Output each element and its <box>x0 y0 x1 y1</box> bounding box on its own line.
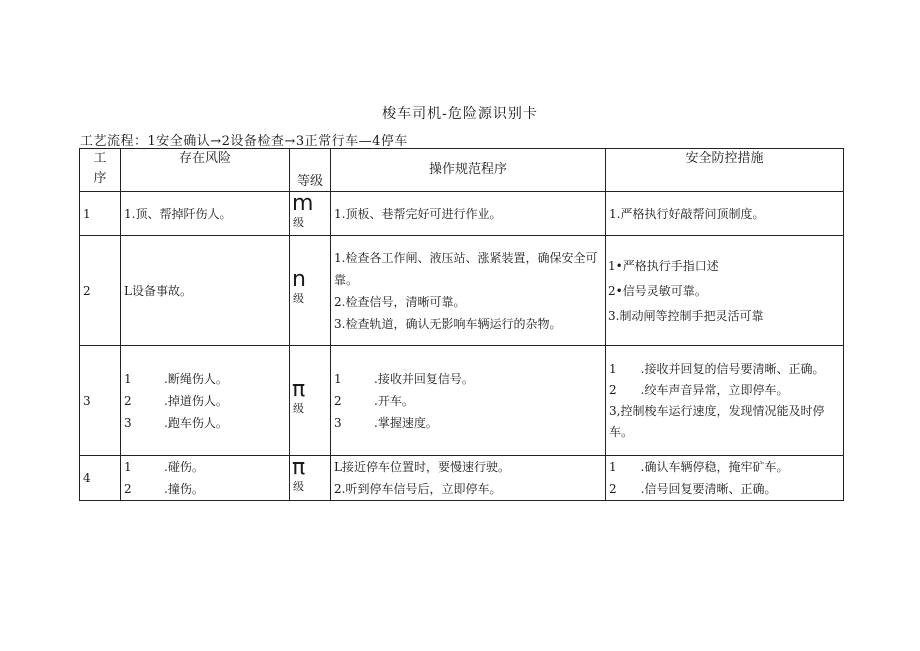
card-title: 梭车司机-危险源识别卡 <box>382 106 538 122</box>
level-unit: 级 <box>293 402 304 415</box>
measure-line: 1 .确认车辆停稳，掩牢矿车。 <box>609 460 789 474</box>
level-unit: 级 <box>293 292 304 305</box>
risk-cell <box>121 236 290 346</box>
risk-line <box>124 478 289 500</box>
measure-cell <box>606 236 844 346</box>
risk-text: .撞伤。 <box>164 482 204 496</box>
level-symbol: m <box>292 191 314 216</box>
measure-line: 2 .绞车声音异常，立即停车。 <box>609 382 789 397</box>
level-unit: 级 <box>293 480 304 493</box>
risk-cell <box>121 192 290 236</box>
hazard-table <box>79 148 844 501</box>
header-measures: 安全防控措施 <box>606 149 844 192</box>
procedure-line <box>334 390 605 412</box>
procedure-text: .掌握速度。 <box>374 415 438 430</box>
measure-line: 1•严格执行手指口述 <box>608 259 719 273</box>
risk-index: 3 <box>124 415 132 430</box>
procedure-text: .接收并回复信号。 <box>374 371 474 386</box>
risk-cell <box>121 456 290 501</box>
header-level-label: 等级 <box>296 174 323 189</box>
measure-line: 1 .接收并回复的信号要清晰、正确。 <box>609 361 825 376</box>
header-risk: 存在风险 <box>121 149 290 192</box>
header-step-line1: 工 <box>93 151 107 166</box>
header-step-line2: 序 <box>93 171 107 186</box>
process-flow: 工艺流程：1安全确认→2设备检查→3正常行车—4停车 <box>80 134 408 149</box>
table-row <box>80 236 844 346</box>
procedure-cell <box>331 456 606 501</box>
measure-line: 1.严格执行好敲帮问顶制度。 <box>609 206 765 221</box>
risk-line: L设备事故。 <box>124 283 192 298</box>
procedure-line: 3.检查轨道，确认无影响车辆运行的杂物。 <box>334 316 562 331</box>
measure-line: 2 .信号回复要清晰、正确。 <box>609 482 777 496</box>
table-row <box>80 456 844 501</box>
measure-line: 3,控制梭车运行速度，发现情况能及时停车。 <box>609 403 825 439</box>
procedure-cell <box>331 236 606 346</box>
risk-index: 2 <box>124 482 132 496</box>
measure-cell <box>606 456 844 501</box>
level-symbol: n <box>292 267 306 292</box>
procedure-cell <box>331 192 606 236</box>
table-row <box>80 192 844 236</box>
measure-cell <box>606 346 844 456</box>
risk-text: .断绳伤人。 <box>164 371 228 386</box>
measure-line: 3.制动闸等控制手把灵活可靠 <box>608 309 764 323</box>
risk-line <box>124 390 289 412</box>
procedure-line <box>334 412 605 434</box>
risk-index: 1 <box>124 371 132 386</box>
level-cell <box>290 192 331 236</box>
procedure-index: 2 <box>334 393 342 408</box>
level-cell <box>290 236 331 346</box>
risk-text: .跑车伤人。 <box>164 415 228 430</box>
procedure-line <box>334 368 605 390</box>
procedure-index: 1 <box>334 371 342 386</box>
risk-line: 1.顶、帮掉阡伤人。 <box>124 206 232 221</box>
level-cell <box>290 346 331 456</box>
step-number: 3 <box>80 346 121 456</box>
header-level <box>290 149 331 192</box>
procedure-line: 2.听到停车信号后，立即停车。 <box>334 482 502 496</box>
risk-line <box>124 412 289 434</box>
procedure-line: 1.检查各工作闸、液压站、涨紧装置，确保安全可靠。 <box>334 250 598 287</box>
procedure-line: 1.顶板、巷帮完好可进行作业。 <box>334 206 502 221</box>
risk-index: 2 <box>124 393 132 408</box>
procedure-index: 3 <box>334 415 342 430</box>
risk-line <box>124 456 289 478</box>
step-number: 4 <box>80 456 121 501</box>
procedure-text: .开车。 <box>374 393 414 408</box>
step-number: 2 <box>80 236 121 346</box>
header-row <box>80 149 844 192</box>
level-symbol: π <box>292 455 306 480</box>
risk-index: 1 <box>124 460 132 474</box>
risk-cell <box>121 346 290 456</box>
procedure-cell <box>331 346 606 456</box>
level-unit: 级 <box>293 216 304 229</box>
level-cell <box>290 456 331 501</box>
procedure-line: L接近停车位置时，要慢速行驶。 <box>334 460 510 474</box>
header-procedure: 操作规范程序 <box>331 149 606 192</box>
header-step <box>80 149 121 192</box>
risk-line <box>124 368 289 390</box>
measure-cell <box>606 192 844 236</box>
step-number: 1 <box>80 192 121 236</box>
risk-text: .掉道伤人。 <box>164 393 228 408</box>
procedure-line: 2.检查信号，清晰可靠。 <box>334 294 466 309</box>
table-row <box>80 346 844 456</box>
level-symbol: π <box>292 377 306 402</box>
risk-text: .碰伤。 <box>164 460 204 474</box>
measure-line: 2•信号灵敏可靠。 <box>608 284 707 298</box>
